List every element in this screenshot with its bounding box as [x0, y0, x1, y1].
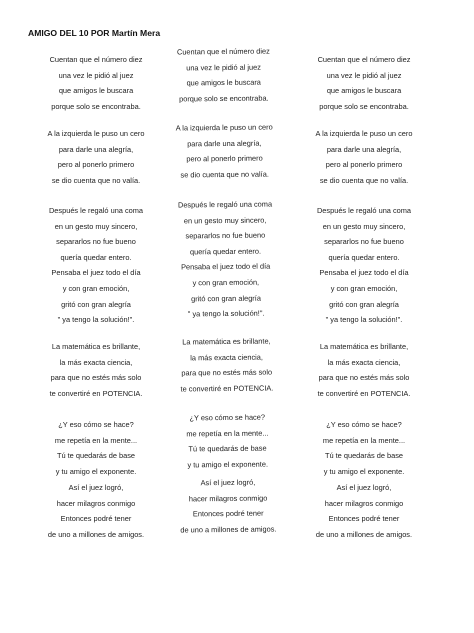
poem-line: Entonces podré tener: [60, 514, 132, 524]
poem-line: en un gesto muy sincero,: [54, 221, 138, 231]
stanza: [22, 480, 170, 542]
poem-line: Pensaba el juez todo el día: [51, 268, 141, 278]
poem-line: separarlos no fue bueno: [324, 237, 404, 247]
poem-line: La matemática es brillante,: [319, 342, 409, 351]
poem-line: Cuentan que el número diez: [176, 46, 270, 57]
poem-line: gritó con gran alegría: [191, 293, 261, 303]
poem-line: separarlos no fue bueno: [185, 230, 266, 241]
poem-line: " ya tengo la solución!".: [57, 315, 135, 325]
stanza: [154, 474, 303, 538]
poem-line: la más exacta ciencia,: [190, 352, 264, 362]
poem-line: para darle una alegría,: [326, 144, 402, 154]
poem-line: pero al ponerlo primero: [57, 160, 135, 170]
poem-line: Tú te quedarás de base: [56, 451, 136, 461]
stanza: [290, 480, 438, 542]
poem-line: Entonces podré tener: [328, 514, 400, 524]
stanza: [22, 52, 170, 114]
poem-line: y con gran emoción,: [192, 277, 260, 288]
poem-line: y tu amigo el exponente.: [187, 459, 269, 470]
poem-line: de uno a millones de amigos.: [47, 529, 145, 539]
poem-line: para que no estés más solo: [318, 373, 410, 383]
stanza: [22, 339, 170, 401]
poem-line: me repetía en la mente...: [54, 435, 138, 445]
poem-line: me repetía en la mente...: [186, 428, 269, 439]
poem-line: La matemática es brillante,: [182, 336, 271, 347]
poem-line: Después le regaló una coma: [316, 206, 412, 215]
poem-line: en un gesto muy sincero,: [322, 221, 406, 231]
stanza: [290, 417, 438, 479]
poem-line: Pensaba el juez todo el día: [181, 261, 271, 272]
poem-line: hacer milagros conmigo: [324, 498, 404, 508]
poem-line: ¿Y eso cómo se hace?: [189, 412, 266, 423]
poem-line: Así el juez logró,: [68, 483, 124, 492]
poem-line: una vez le pidió al juez: [326, 70, 402, 80]
poem-line: Tú te quedarás de base: [188, 443, 267, 454]
poem-line: en un gesto muy sincero,: [183, 215, 267, 226]
poem-line: porque solo se encontraba.: [319, 101, 409, 111]
poem-line: gritó con gran alegría: [61, 299, 131, 309]
poem-line: Cuentan que el número diez: [317, 55, 411, 64]
poem-line: porque solo se encontraba.: [51, 101, 141, 111]
poem-line: que amigos le buscara: [58, 86, 134, 96]
poem-line: porque solo se encontraba.: [179, 93, 269, 104]
poem-line: me repetía en la mente...: [322, 435, 406, 445]
poem-line: para que no estés más solo: [181, 367, 273, 378]
poem-line: para que no estés más solo: [50, 373, 142, 383]
stanza: [290, 339, 438, 401]
poem-line: " ya tengo la solución!".: [325, 315, 403, 325]
poem-column-3: [290, 0, 438, 632]
poem-line: gritó con gran alegría: [329, 299, 399, 309]
poem-line: y tu amigo el exponente.: [55, 466, 137, 476]
poem-line: se dio cuenta que no valía.: [180, 169, 269, 180]
stanza: [22, 126, 170, 188]
poem-line: te convertiré en POTENCIA.: [180, 383, 274, 394]
stanza: [22, 203, 170, 328]
poem-line: Cuentan que el número diez: [49, 55, 143, 64]
poem-line: Así el juez logró,: [200, 477, 256, 488]
poem-line: que amigos le buscara: [186, 77, 261, 88]
poem-line: una vez le pidió al juez: [58, 70, 134, 80]
document-title: AMIGO DEL 10 POR Martín Mera: [28, 28, 161, 38]
stanza: [150, 119, 299, 183]
poem-line: " ya tengo la solución!".: [187, 308, 265, 319]
poem-line: la más exacta ciencia,: [327, 357, 401, 367]
poem-line: y con gran emoción,: [330, 283, 398, 293]
poem-line: Así el juez logró,: [336, 483, 392, 492]
poem-line: separarlos no fue bueno: [56, 237, 136, 247]
poem-line: pero al ponerlo primero: [325, 160, 403, 170]
poem-line: te convertiré en POTENCIA.: [49, 388, 143, 398]
stanza: [290, 203, 438, 328]
poem-line: de uno a millones de amigos.: [315, 529, 413, 539]
poem-line: La matemática es brillante,: [51, 342, 141, 351]
poem-line: hacer milagros conmigo: [188, 493, 268, 503]
poem-line: una vez le pidió al juez: [186, 62, 261, 72]
poem-line: pero al ponerlo primero: [186, 153, 263, 164]
poem-line: se dio cuenta que no valía.: [51, 175, 141, 185]
stanza: [151, 196, 300, 322]
poem-line: quería quedar entero.: [189, 246, 262, 257]
stanza: [152, 333, 301, 397]
poem-column-2: [149, 0, 304, 633]
poem-line: hacer milagros conmigo: [56, 498, 136, 508]
poem-line: A la izquierda le puso un cero: [175, 122, 273, 133]
poem-line: ¿Y eso cómo se hace?: [58, 420, 134, 429]
poem-line: que amigos le buscara: [326, 86, 402, 96]
poem-line: se dio cuenta que no valía.: [319, 175, 409, 185]
stanza: [149, 43, 298, 107]
poem-line: Después le regaló una coma: [48, 206, 144, 215]
stanza: [290, 126, 438, 188]
poem-line: Entonces podré tener: [192, 508, 264, 519]
poem-line: y tu amigo el exponente.: [323, 466, 405, 476]
stanza: [290, 52, 438, 114]
poem-line: quería quedar entero.: [328, 252, 400, 262]
poem-line: la más exacta ciencia,: [59, 357, 133, 367]
poem-line: A la izquierda le puso un cero: [315, 129, 413, 138]
poem-line: para darle una alegría,: [58, 144, 134, 154]
poem-line: A la izquierda le puso un cero: [47, 129, 145, 138]
poem-line: de uno a millones de amigos.: [180, 524, 277, 535]
stanza: [22, 417, 170, 479]
poem-line: Pensaba el juez todo el día: [319, 268, 409, 278]
poem-line: quería quedar entero.: [60, 252, 132, 262]
poem-line: te convertiré en POTENCIA.: [317, 388, 411, 398]
poem-line: ¿Y eso cómo se hace?: [326, 420, 402, 429]
poem-line: Después le regaló una coma: [177, 199, 273, 210]
poem-line: para darle una alegría,: [187, 138, 262, 148]
poem-column-1: [22, 0, 170, 632]
stanza: [153, 409, 302, 473]
poem-line: Tú te quedarás de base: [324, 451, 404, 461]
poem-line: y con gran emoción,: [62, 283, 130, 293]
